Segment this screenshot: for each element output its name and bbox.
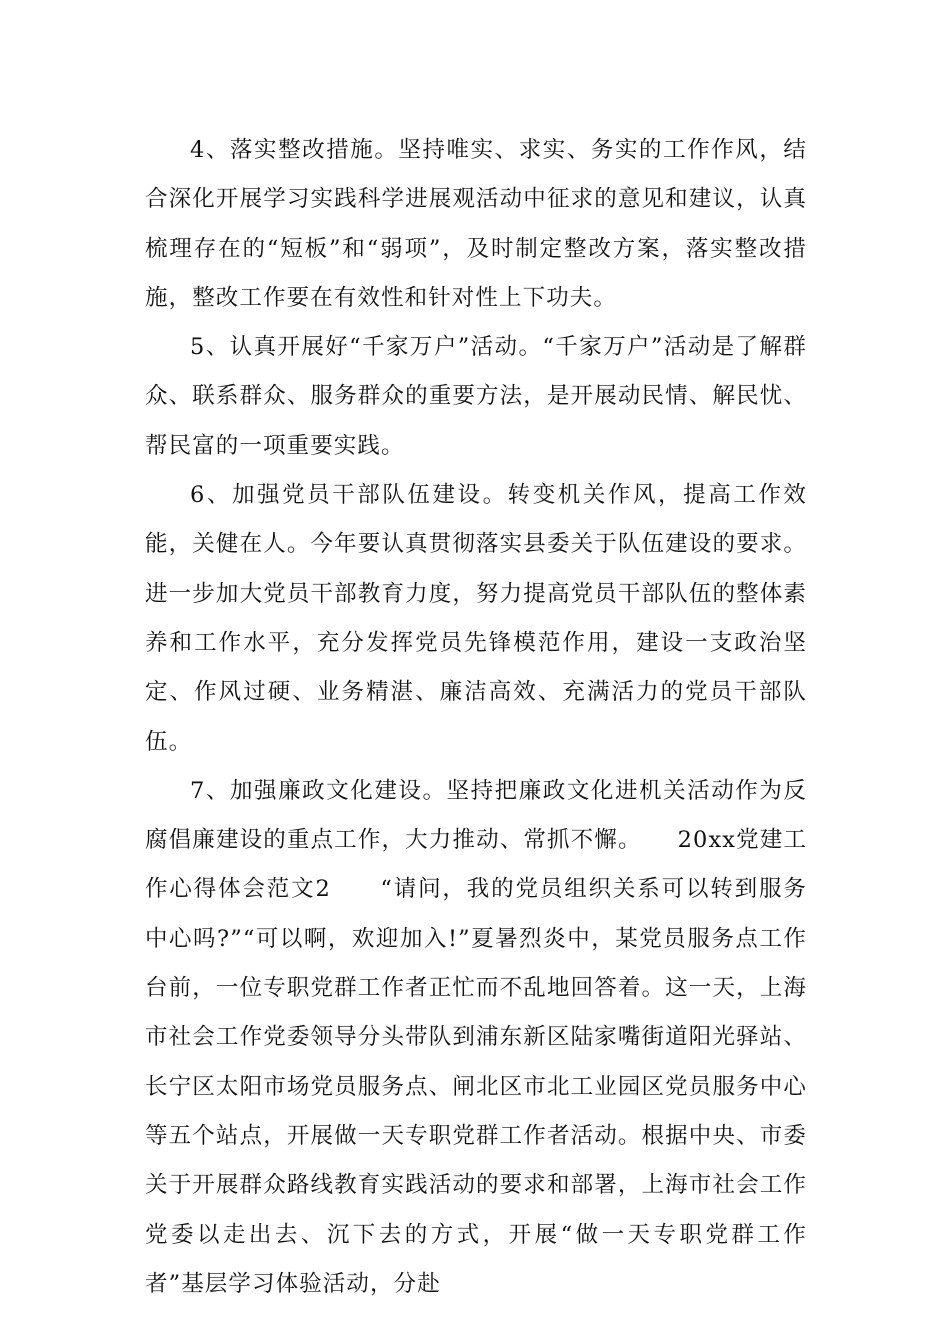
paragraph-4-rectification: 4、落实整改措施。坚持唯实、求实、务实的工作作风，结合深化开展学习实践科学进展观活动中征求的意见和建议，认真梳理存在的“短板”和“弱项”，及时制定整改方案，落实整改措施，整改工作要在有效性和针对性上下功夫。 [145, 137, 807, 311]
paragraph-7-clean-culture: 7、加强廉政文化建设。坚持把廉政文化进机关活动作为反腐倡廉建设的重点工作，大力推动、常抓不懈。 20xx党建工作心得体会范文2 “请问，我的党员组织关系可以转到服务中心吗?”“可以啊，欢迎加入!”夏暑烈炎中，某党员服务点工作台前，一位专职党群工作者正忙而不乱地回答着。这一天，上海市社会工作党委领导分头带队到浦东新区陆家嘴街道阳光驿站、长宁区太阳市场党员服务点、闸北区市北工业园区党员服务中心等五个站点，开展做一天专职党群工作者活动。根据中央、市委关于开展群众路线教育实践活动的要求和部署，上海市社会工作党委以走出去、沉下去的方式，开展“做一天专职党群工作者”基层学习体验活动，分赴 [145, 777, 807, 1297]
document-body [145, 126, 807, 1309]
paragraph-6-cadre-team: 6、加强党员干部队伍建设。转变机关作风，提高工作效能，关健在人。今年要认真贯彻落实县委关于队伍建设的要求。进一步加大党员干部教育力度，努力提高党员干部队伍的整体素养和工作水平，充分发挥党员先锋模范作用，建设一支政治坚定、作风过硬、业务精湛、廉洁高效、充满活力的党员干部队伍。 [145, 482, 807, 755]
paragraph-5-thousand-households: 5、认真开展好“千家万户”活动。“千家万户”活动是了解群众、联系群众、服务群众的重要方法，是开展动民情、解民忧、帮民富的一项重要实践。 [145, 334, 807, 459]
